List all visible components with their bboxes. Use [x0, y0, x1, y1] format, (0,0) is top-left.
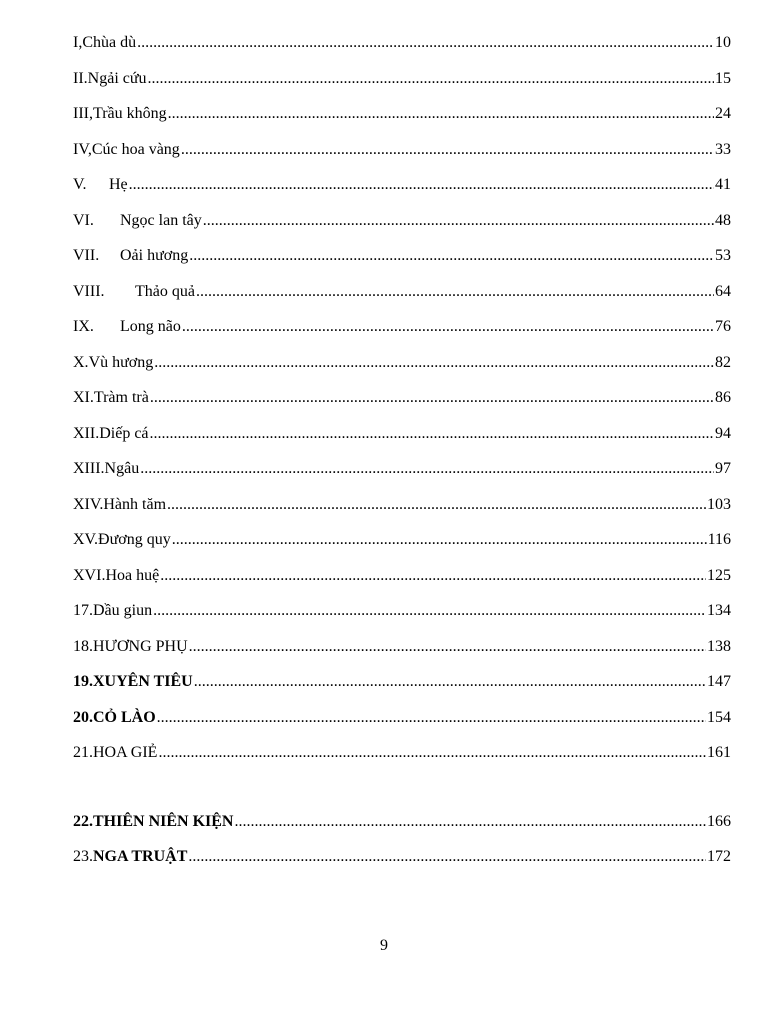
toc-entry-title: HOA GIẺ [93, 744, 158, 761]
toc-entry-page: 15 [715, 69, 731, 87]
toc-entry[interactable] [73, 845, 731, 881]
toc-entry-number: XII. [73, 424, 100, 442]
toc-entry[interactable] [73, 244, 731, 280]
dot-leader [153, 599, 706, 623]
toc-entry-title: Đương quy [98, 531, 171, 548]
toc-entry-page: 125 [707, 566, 731, 584]
dot-leader [148, 67, 714, 91]
toc-entry-number: III, [73, 105, 93, 122]
toc-entry-page: 97 [715, 460, 731, 477]
toc-entry-title: Thảo quả [135, 282, 195, 300]
toc-entry-number: V. [73, 176, 87, 193]
toc-entry-title: XUYÊN TIÊU [93, 673, 193, 690]
toc-entry-number: VIII. [73, 282, 105, 300]
toc-entry[interactable] [73, 493, 731, 529]
toc-entry-label [73, 599, 152, 623]
toc-entry-label [73, 845, 187, 869]
toc-entry-label [73, 493, 166, 517]
toc-entry[interactable] [73, 564, 731, 600]
toc-entry-number: XV. [73, 531, 99, 548]
toc-entry-number: XIV. [73, 495, 104, 513]
dot-leader [150, 422, 714, 446]
toc-entry[interactable] [73, 599, 731, 635]
toc-entry-page: 48 [715, 211, 731, 229]
toc-entry[interactable] [73, 741, 731, 777]
toc-entry-label [73, 741, 157, 765]
dot-leader [189, 244, 714, 268]
toc-entry-number: 18. [73, 637, 93, 655]
toc-entry-page: 41 [715, 176, 731, 193]
toc-entry-label [73, 351, 153, 375]
toc-entry-title: CỎ LÀO [93, 708, 156, 726]
dot-leader [167, 493, 706, 517]
toc-entry-number: IX. [73, 318, 94, 335]
dot-leader [137, 31, 714, 55]
toc-entry-title: Ngọc lan tây [120, 211, 202, 229]
toc-entry-page: 166 [707, 812, 731, 830]
toc-entry-page: 103 [707, 495, 731, 513]
dot-leader [196, 280, 714, 304]
dot-leader [158, 741, 706, 765]
toc-entry-title: Hẹ [109, 176, 128, 193]
toc-entry-page: 138 [707, 637, 731, 655]
toc-entry-label [73, 422, 149, 446]
dot-leader [189, 635, 706, 659]
toc-entry-title: Hành tăm [103, 495, 167, 513]
toc-entry-label [73, 706, 156, 730]
toc-entry-label [73, 670, 193, 694]
toc-entry-label [73, 31, 136, 55]
toc-entry-number: X. [73, 353, 89, 371]
toc-entry-page: 172 [707, 848, 731, 865]
dot-leader [181, 138, 714, 162]
toc-entry[interactable] [73, 706, 731, 742]
toc-entry-page: 33 [715, 140, 731, 158]
toc-entry-label [73, 315, 181, 339]
toc-entry[interactable] [73, 173, 731, 209]
toc-entry[interactable] [73, 635, 731, 671]
toc-entry-label [73, 635, 188, 659]
toc-entry-page: 64 [715, 282, 731, 300]
toc-entry[interactable] [73, 670, 731, 706]
toc-entry[interactable] [73, 457, 731, 493]
toc-entry-label [73, 528, 171, 552]
toc-entry-label [73, 67, 147, 91]
table-of-contents [73, 31, 731, 881]
toc-entry-label [73, 244, 188, 268]
dot-leader [172, 528, 707, 552]
toc-entry[interactable] [73, 810, 731, 846]
toc-entry-title: NGA TRUẬT [93, 848, 188, 865]
toc-entry[interactable] [73, 351, 731, 387]
toc-entry-number: IV, [73, 140, 92, 158]
toc-entry-page: 161 [707, 744, 731, 761]
toc-entry-title: Ngâu [104, 460, 140, 477]
toc-entry[interactable] [73, 315, 731, 351]
dot-leader [188, 845, 706, 869]
dot-leader [160, 564, 706, 588]
toc-entry-number: XI. [73, 389, 94, 406]
toc-entry-page: 76 [715, 318, 731, 335]
dot-leader [157, 706, 706, 730]
dot-leader [203, 209, 714, 233]
dot-leader [234, 810, 706, 834]
toc-entry-number: 22. [73, 812, 93, 830]
toc-entry-number: 19. [73, 673, 93, 690]
toc-entry-number: 17. [73, 602, 93, 619]
dot-leader [140, 457, 714, 481]
dot-leader [150, 386, 714, 410]
toc-entry-number: 20. [73, 708, 93, 726]
dot-leader [129, 173, 714, 197]
toc-entry-title: Vù hương [88, 353, 154, 371]
toc-entry-page: 24 [715, 105, 731, 122]
toc-entry-number: XVI. [73, 566, 106, 584]
toc-entry-title: HƯƠNG PHỤ [93, 637, 188, 655]
toc-entry-number: XIII. [73, 460, 105, 477]
toc-entry[interactable] [73, 280, 731, 316]
toc-entry-number: 23. [73, 848, 93, 865]
toc-entry-number: I, [73, 34, 83, 51]
dot-leader [154, 351, 714, 375]
toc-entry-title: Long não [120, 318, 181, 335]
toc-entry-title: Dầu giun [93, 602, 153, 619]
toc-entry[interactable] [73, 67, 731, 103]
dot-leader [168, 102, 714, 126]
toc-entry-title: Diếp cá [99, 424, 149, 442]
toc-entry-title: THIÊN NIÊN KIỆN [93, 812, 234, 830]
toc-entry-page: 116 [707, 531, 731, 548]
toc-entry-title: Ngải cứu [87, 69, 147, 87]
toc-entry[interactable] [73, 138, 731, 174]
toc-entry-title: Cúc hoa vàng [91, 140, 180, 158]
toc-entry-number: II. [73, 69, 88, 87]
toc-entry-page: 134 [707, 602, 731, 619]
page-number: 9 [380, 937, 388, 954]
toc-entry-title: Chùa dù [82, 34, 137, 51]
toc-entry-page: 86 [715, 389, 731, 406]
dot-leader [182, 315, 714, 339]
toc-entry-number: VI. [73, 211, 94, 229]
toc-entry-label [73, 280, 195, 304]
toc-entry-page: 147 [707, 673, 731, 690]
toc-entry-label [73, 102, 167, 126]
toc-entry-label [73, 173, 128, 197]
toc-entry[interactable] [73, 528, 731, 564]
toc-entry-number: 21. [73, 744, 93, 761]
toc-entry[interactable] [73, 422, 731, 458]
toc-entry-label [73, 457, 139, 481]
toc-entry[interactable] [73, 209, 731, 245]
toc-entry-page: 94 [715, 424, 731, 442]
dot-leader [194, 670, 706, 694]
toc-entry-title: Oải hương [120, 247, 189, 264]
toc-entry-title: Tràm trà [93, 389, 149, 406]
toc-entry-title: Hoa huệ [105, 566, 160, 584]
toc-entry-label [73, 138, 180, 162]
toc-entry-label [73, 810, 233, 834]
toc-entry-label [73, 386, 149, 410]
toc-entry-page: 53 [715, 247, 731, 264]
toc-entry-page: 154 [707, 708, 731, 726]
toc-entry[interactable] [73, 31, 731, 67]
toc-entry-label [73, 209, 202, 233]
toc-entry-label [73, 564, 159, 588]
toc-entry-page: 82 [715, 353, 731, 371]
toc-entry-page: 10 [715, 34, 731, 51]
toc-entry[interactable] [73, 102, 731, 138]
toc-entry-title: Trầu không [92, 105, 167, 122]
toc-entry[interactable] [73, 386, 731, 422]
toc-entry-number: VII. [73, 247, 100, 264]
